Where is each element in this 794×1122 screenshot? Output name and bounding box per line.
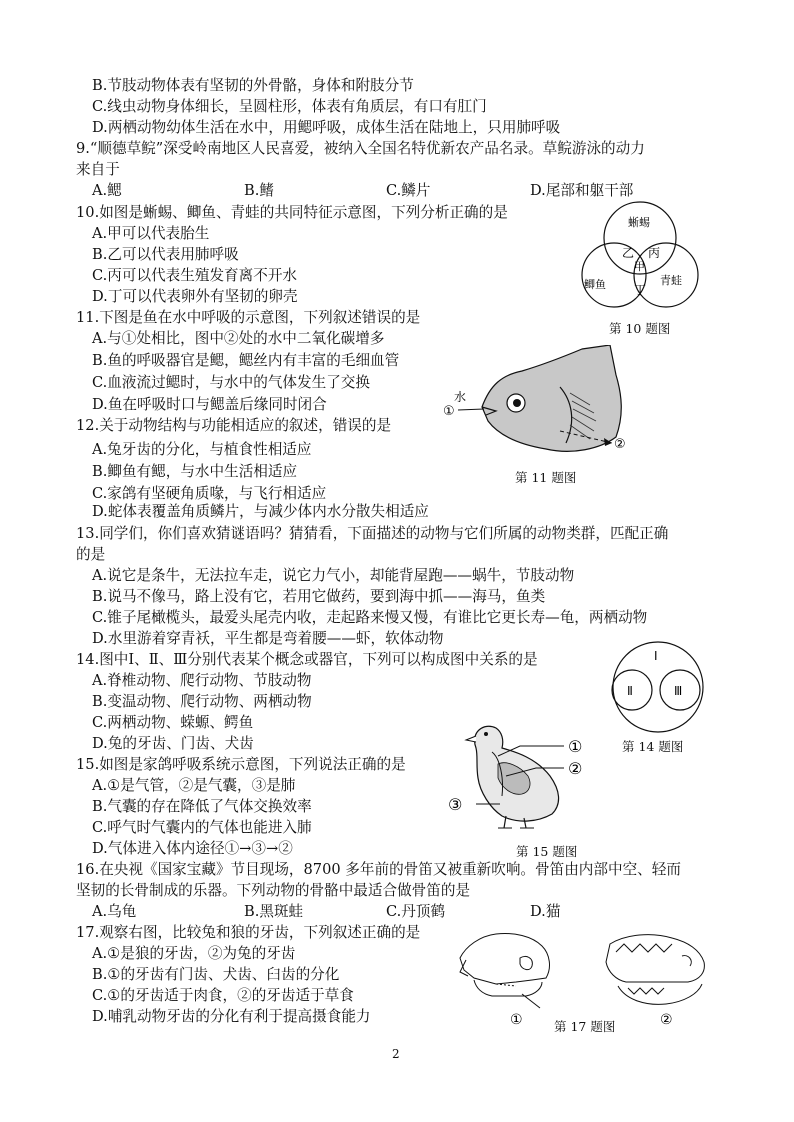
- q16-option-c: C.丹顶鹤: [386, 903, 446, 920]
- pigeon-respiratory-figure: [440, 718, 600, 834]
- q13-option-d: D.水里游着穿青袄，平生都是弯着腰——虾，软体动物: [92, 630, 444, 647]
- q11-option-a: A.与①处相比，图中②处的水中二氧化碳增多: [92, 330, 385, 347]
- concept-II-label: Ⅱ: [627, 684, 633, 698]
- q10-stem: 10.如图是蜥蜴、鲫鱼、青蛙的共同特征示意图，下列分析正确的是: [76, 204, 508, 221]
- q10-option-c: C.丙可以代表生殖发育离不开水: [92, 267, 298, 284]
- label-2: ②: [568, 759, 583, 778]
- q13-stem: 13.同学们，你们喜欢猜谜语吗？猜猜看，下面描述的动物与它们所属的动物类群，匹配正确: [76, 525, 669, 542]
- q12-option-a: A.兔牙齿的分化，与植食性相适应: [92, 441, 312, 458]
- rabbit-skull-drawing: [460, 934, 549, 1009]
- wolf-skull-drawing: [606, 935, 704, 1005]
- venn-label-yi: 乙: [622, 246, 635, 260]
- concept-circles-figure: [600, 640, 716, 734]
- q9-stem: 9.“顺德草鲩”深受岭南地区人民喜爱，被纳入全国名特优新农产品名录。草鲩游泳的动力: [76, 140, 645, 157]
- q11-stem: 11.下图是鱼在水中呼吸的示意图，下列叙述错误的是: [76, 309, 421, 326]
- q17-option-a: A.①是狼的牙齿，②为兔的牙齿: [92, 945, 296, 962]
- page-number: 2: [392, 1047, 400, 1061]
- q11-option-b: B.鱼的呼吸器官是鳃，鳃丝内有丰富的毛细血管: [92, 352, 400, 369]
- venn-diagram-figure: [570, 200, 710, 310]
- q17-option-b: B.①的牙齿有门齿、犬齿、臼齿的分化: [92, 966, 340, 983]
- q14-option-c: C.两栖动物、蝾螈、鳄鱼: [92, 714, 254, 731]
- fig15-caption: 第 15 题图: [516, 844, 578, 859]
- fig14-caption: 第 14 题图: [622, 739, 684, 754]
- q9-option-d: D.尾部和躯干部: [530, 182, 634, 199]
- q12-option-c: C.家鸽有坚硬角质喙，与飞行相适应: [92, 485, 327, 502]
- q12-stem: 12.关于动物结构与功能相适应的叙述，错误的是: [76, 417, 392, 434]
- q16-stem: 16.在央视《国家宝藏》节目现场，8700 多年前的骨笛又被重新吹响。骨笛由内部中空、轻而: [76, 861, 681, 878]
- q10-option-a: A.甲可以代表胎生: [92, 225, 210, 242]
- q9-option-c: C.鳞片: [386, 182, 431, 199]
- teeth-comparison-figure: [456, 928, 718, 1030]
- q12-option-d: D.蛇体表覆盖角质鳞片，与减少体内水分散失相适应: [92, 503, 429, 520]
- q17-option-c: C.①的牙齿适于肉食，②的牙齿适于草食: [92, 987, 354, 1004]
- label-1: ①: [568, 737, 583, 756]
- skull-1-label: ①: [510, 1012, 523, 1028]
- q13-option-b: B.说马不像马，路上没有它，若用它做药，要到海中抓——海马，鱼类: [92, 588, 546, 605]
- q8-option-b: B.节肢动物体表有坚韧的外骨骼，身体和附肢分节: [92, 77, 414, 94]
- venn-label-lizard: 蜥蜴: [628, 216, 650, 229]
- q15-option-c: C.呼气时气囊内的气体也能进入肺: [92, 819, 312, 836]
- venn-label-ding: 丁: [634, 283, 647, 297]
- q12-option-b: B.鲫鱼有鳃，与水中生活相适应: [92, 463, 298, 480]
- q13-option-a: A.说它是条牛，无法拉车走，说它力气小，却能背屋跑——蜗牛，节肢动物: [92, 567, 575, 584]
- q10-option-b: B.乙可以代表用肺呼吸: [92, 246, 239, 263]
- fig17-caption: 第 17 题图: [554, 1019, 616, 1034]
- q14-option-d: D.兔的牙齿、门齿、犬齿: [92, 735, 254, 752]
- q9-option-a: A.鳃: [92, 182, 122, 199]
- q9-option-b: B.鳍: [244, 182, 274, 199]
- label-3: ③: [448, 795, 463, 814]
- concept-I-label: Ⅰ: [654, 649, 658, 663]
- water-label: 水: [454, 390, 467, 404]
- q13-stem-cont: 的是: [76, 546, 106, 563]
- q15-option-d: D.气体进入体内途径①→③→②: [92, 840, 293, 857]
- q9-stem-cont: 来自于: [76, 161, 120, 178]
- venn-label-jia: 甲: [634, 260, 645, 273]
- venn-label-bing: 丙: [648, 246, 661, 260]
- q8-option-c: C.线虫动物身体细长，呈圆柱形，体表有角质层，有口有肛门: [92, 98, 487, 115]
- point-1-label: ①: [443, 404, 455, 419]
- q8-option-d: D.两栖动物幼体生活在水中，用鳃呼吸，成体生活在陆地上，只用肺呼吸: [92, 119, 561, 136]
- q16-option-a: A.乌龟: [92, 903, 137, 920]
- q15-stem: 15.如图是家鸽呼吸系统示意图，下列说法正确的是: [76, 756, 406, 773]
- q14-stem: 14.图中Ⅰ、Ⅱ、Ⅲ分别代表某个概念或器官，下列可以构成图中关系的是: [76, 651, 538, 668]
- q17-stem: 17.观察右图，比较兔和狼的牙齿，下列叙述正确的是: [76, 924, 421, 941]
- concept-III-label: Ⅲ: [674, 684, 683, 698]
- venn-label-frog: 青蛙: [660, 274, 682, 287]
- q11-option-c: C.血液流过鳃时，与水中的气体发生了交换: [92, 374, 370, 391]
- venn-label-crucian: 鲫鱼: [584, 278, 606, 291]
- q13-option-c: C.锥子尾橄榄头，最爱头尾壳内收，走起路来慢又慢，有谁比它更长寿—龟，两栖动物: [92, 609, 648, 626]
- fig10-caption: 第 10 题图: [609, 321, 671, 336]
- skull-2-label: ②: [660, 1012, 673, 1028]
- fig11-caption: 第 11 题图: [515, 470, 577, 485]
- q14-option-b: B.变温动物、爬行动物、两栖动物: [92, 693, 312, 710]
- q14-option-a: A.脊椎动物、爬行动物、节肢动物: [92, 672, 312, 689]
- fish-breathing-figure: [440, 345, 640, 457]
- q15-option-b: B.气囊的存在降低了气体交换效率: [92, 798, 312, 815]
- q16-stem-cont: 坚韧的长骨制成的乐器。下列动物的骨骼中最适合做骨笛的是: [76, 882, 471, 899]
- q10-option-d: D.丁可以代表卵外有坚韧的卵壳: [92, 288, 298, 305]
- q16-option-d: D.猫: [530, 903, 561, 920]
- q15-option-a: A.①是气管，②是气囊，③是肺: [92, 777, 296, 794]
- q11-option-d: D.鱼在呼吸时口与鳃盖后缘同时闭合: [92, 396, 327, 413]
- q17-option-d: D.哺乳动物牙齿的分化有利于提高摄食能力: [92, 1008, 371, 1025]
- q16-option-b: B.黑斑蛙: [244, 903, 304, 920]
- point-2-label: ②: [614, 437, 626, 452]
